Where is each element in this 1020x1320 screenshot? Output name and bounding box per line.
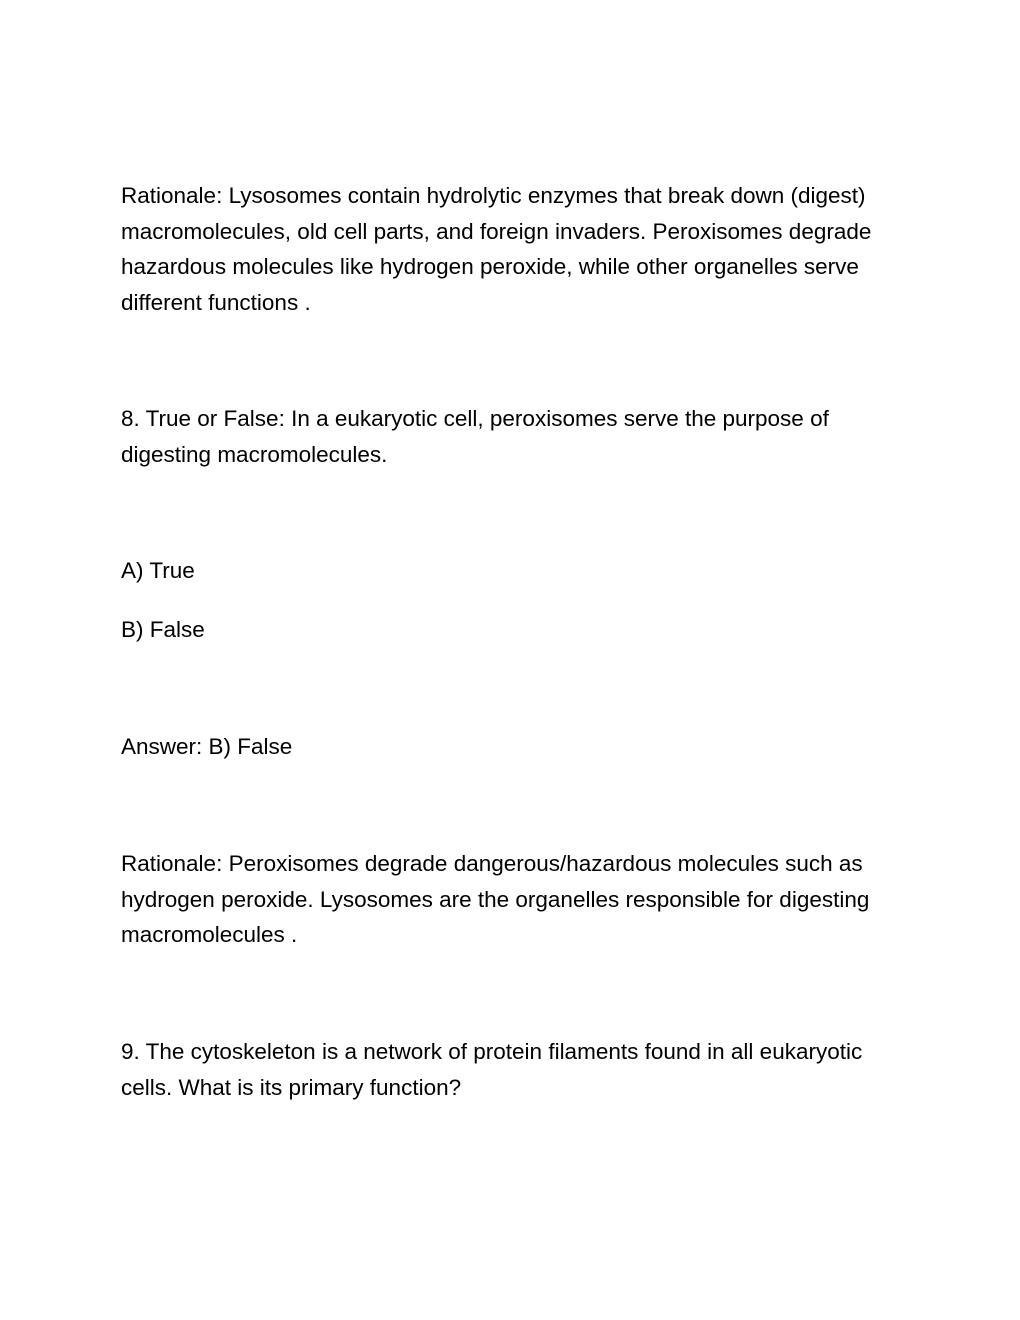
answer-option-a: A) True (121, 558, 195, 583)
answer-question-8: Answer: B) False (121, 734, 293, 759)
rationale-paragraph-lysosomes: Rationale: Lysosomes contain hydrolytic enzymes that break down (digest) macromolecules, old cell parts, and foreign invaders. Peroxisomes degrade hazardous molecules like hydrogen peroxide, while other organelles serve different functions . (121, 183, 872, 315)
answer-option-b: B) False (121, 617, 205, 642)
rationale-paragraph-peroxisomes: Rationale: Peroxisomes degrade dangerous/hazardous molecules such as hydrogen peroxide. Lysosomes are the organelles responsible for digesting macromolecules . (121, 851, 870, 947)
question-9: 9. The cytoskeleton is a network of protein filaments found in all eukaryotic cells. What is its primary function? (121, 1039, 863, 1100)
question-8: 8. True or False: In a eukaryotic cell, peroxisomes serve the purpose of digesting macromolecules. (121, 406, 829, 467)
